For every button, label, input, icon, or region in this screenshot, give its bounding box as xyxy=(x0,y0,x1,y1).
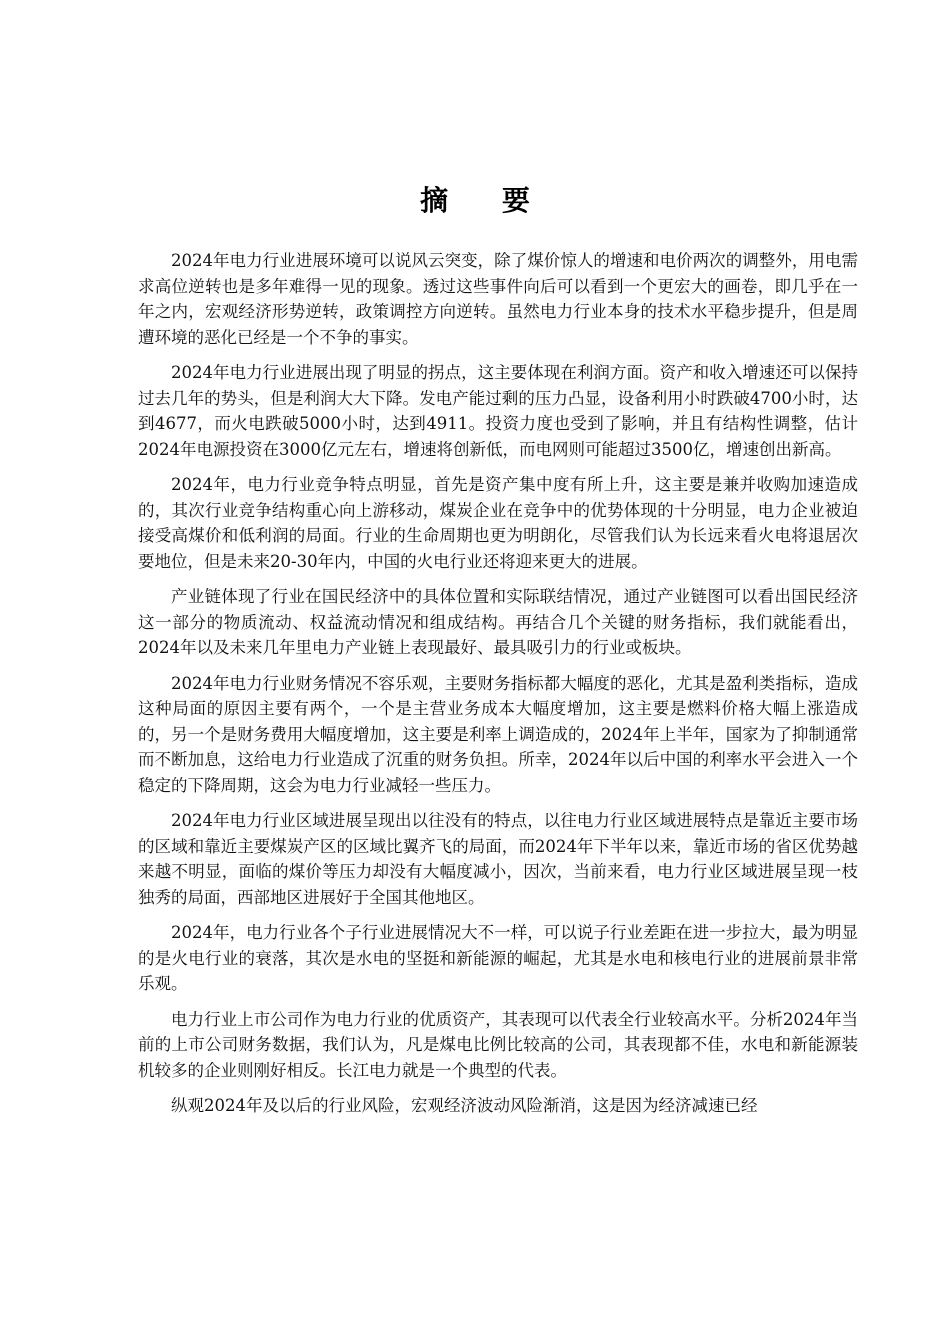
paragraph-9: 纵观2024年及以后的行业风险，宏观经济波动风险渐消，这是因为经济减速已经 xyxy=(171,1096,758,1115)
paragraph-5: 2024年电力行业财务情况不容乐观，主要财务指标都大幅度的恶化，尤其是盈利类指标，造成这种局面的原因主要有两个，一个是主营业务成本大幅度增加，这主要是燃料价格大幅上涨造成的，另一个是财务费用大幅度增加，这主要是利率上调造成的，2024年上半年，国家为了抑制通常而不断加息，这给电力行业造成了沉重的财务负担。所幸，2024年以后中国的利率水平会进入一个稳定的下降周期，这会为电力行业减轻一些压力。 xyxy=(138,673,858,795)
paragraph-4: 产业链体现了行业在国民经济中的具体位置和实际联结情况，通过产业链图可以看出国民经济这一部分的物质流动、权益流动情况和组成结构。再结合几个关键的财务指标，我们就能看出，2024年以及未来几年里电力产业链上表现最好、最具吸引力的行业或板块。 xyxy=(138,587,858,657)
document-body xyxy=(138,248,858,1129)
paragraph-2: 2024年电力行业进展出现了明显的拐点，这主要体现在利润方面。资产和收入增速还可以保持过去几年的势头，但是利润大大下降。发电产能过剩的压力凸显，设备利用小时跌破4700小时，达到4677，而火电跌破5000小时，达到4911。投资力度也受到了影响，并且有结构性调整，估计2024年电源投资在3000亿元左右，增速将创新低，而电网则可能超过3500亿，增速创出新高。 xyxy=(138,363,858,459)
paragraph-3: 2024年，电力行业竞争特点明显，首先是资产集中度有所上升，这主要是兼并收购加速造成的，其次行业竞争结构重心向上游移动，煤炭企业在竞争中的优势体现的十分明显，电力企业被迫接受高煤价和低利润的局面。行业的生命周期也更为明朗化，尽管我们认为长远来看火电将退居次要地位，但是未来20-30年内，中国的火电行业还将迎来更大的进展。 xyxy=(138,475,858,571)
paragraph-8: 电力行业上市公司作为电力行业的优质资产，其表现可以代表全行业较高水平。分析2024年当前的上市公司财务数据，我们认为，凡是煤电比例比较高的公司，其表现都不佳，水电和新能源装机较多的企业则刚好相反。长江电力就是一个典型的代表。 xyxy=(138,1009,858,1080)
paragraph-1: 2024年电力行业进展环境可以说风云突变，除了煤价惊人的增速和电价两次的调整外，用电需求高位逆转也是多年难得一见的现象。透过这些事件向后可以看到一个更宏大的画卷，即几乎在一年之内，宏观经济形势逆转，政策调控方向逆转。虽然电力行业本身的技术水平稳步提升，但是周遭环境的恶化已经是一个不争的事实。 xyxy=(138,251,858,347)
page-title: 摘 要 xyxy=(420,184,552,217)
paragraph-7: 2024年，电力行业各个子行业进展情况大不一样，可以说子行业差距在进一步拉大，最为明显的是火电行业的衰落，其次是水电的坚挺和新能源的崛起，尤其是水电和核电行业的进展前景非常乐观。 xyxy=(138,923,858,993)
paragraph-6: 2024年电力行业区域进展呈现出以往没有的特点，以往电力行业区域进展特点是靠近主要市场的区域和靠近主要煤炭产区的区域比翼齐飞的局面，而2024年下半年以来，靠近市场的省区优势越来越不明显，面临的煤价等压力却没有大幅度减小，因次，当前来看，电力行业区域进展呈现一枝独秀的局面，西部地区进展好于全国其他地区。 xyxy=(138,811,858,907)
